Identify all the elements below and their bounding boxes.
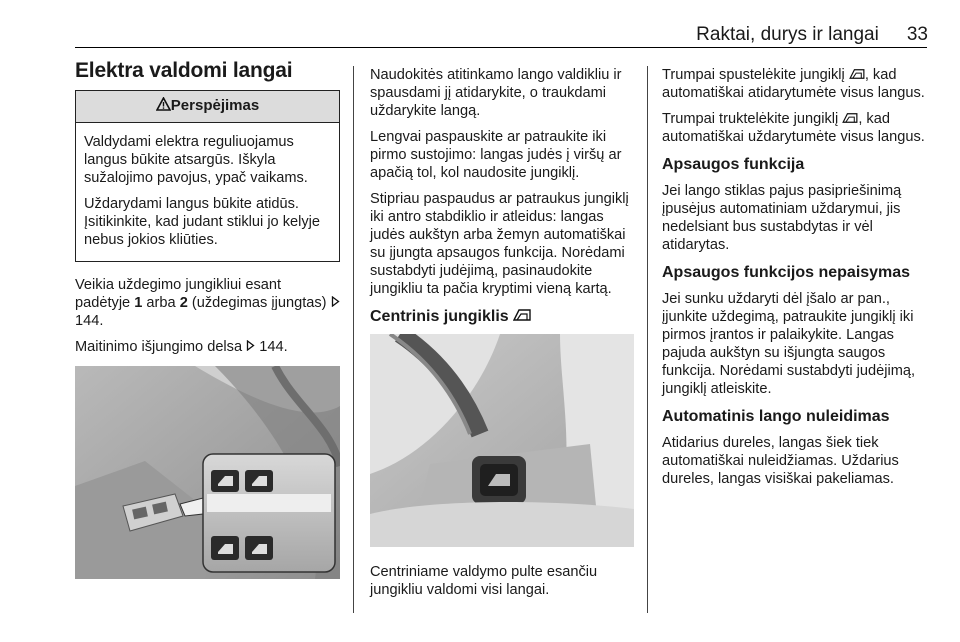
warning-triangle-icon [156, 97, 171, 111]
page-header [696, 24, 928, 46]
operation-paragraph: Naudokitės atitinkamo lango valdikliu ir spausdami jį atidarykite, o traukdami uždarykite langą. [370, 67, 622, 119]
protection-override-heading: Apsaugos funkcijos nepaisymas [662, 264, 911, 281]
page-number: 33 [906, 24, 928, 45]
warning-text-2: Uždarydami langus būkite atidūs. Įsitikinkite, kad judant stiklui jo kelyje nebus jokios kliūties. [84, 196, 321, 248]
warning-label: Perspėjimas [170, 97, 260, 114]
page-reference-link[interactable]: 144. [75, 313, 104, 329]
auto-lowering-heading: Automatinis lango nuleidimas [662, 408, 890, 425]
header-rule [75, 47, 927, 48]
page-reference-arrow-icon [331, 296, 340, 307]
protection-override-paragraph: Jei sunku uždaryti dėl įšalo ar pan., įjunkite uždegimą, patraukite jungiklį iki pirmos įrantos ir palaikykite. Langas pajuda aukštyn su išjungta saugos funkcija. Norėdami sustabdyti judėjimą, jungiklį atleiskite. [662, 291, 916, 397]
column-divider [647, 66, 648, 613]
auto-lowering-paragraph: Atidarius dureles, langas šiek tiek automatiškai nuleidžiamas. Uždarius dureles, langas visiškai pakeliamas. [662, 435, 899, 487]
protection-paragraph: Jei lango stiklas pajus pasipriešinimą įpusėjus automatiniam uždarymui, jis nedelsiant bus sustabdytas ir vėl atidarytas. [662, 183, 902, 253]
page-reference-arrow-icon [246, 340, 255, 351]
section-title: Raktai, durys ir langai [696, 24, 879, 45]
protection-heading: Apsaugos funkcija [662, 156, 805, 173]
central-switch-caption: Centriniame valdymo pulte esančiu jungikliu valdomi visi langai. [370, 564, 598, 598]
central-console-switch-illustration [370, 334, 634, 547]
column-1 [75, 59, 340, 579]
column-divider [353, 66, 354, 613]
page-reference-link[interactable]: 144. [259, 339, 288, 355]
warning-box [75, 90, 340, 262]
warning-header [76, 91, 339, 123]
second-stop-paragraph: Stipriau paspaudus ar patraukus jungiklį iki antro stabdiklio ir atleidus: langas judės aukštyn arba žemyn automatiškai su įjungta apsaugos funkcija. Norėdami sustabdyti judėjimą, pasinaudokite jungikliu ta pačia kryptimi vieną kartą. [370, 191, 629, 297]
auto-close-paragraph: Trumpai truktelėkite jungiklį , kad automatiškai uždarytumėte visus langus. [662, 111, 925, 145]
ignition-paragraph: Veikia uždegimo jungikliui esant padėtyje 1 arba 2 (uždegimas įjungtas) 144. [75, 276, 340, 330]
window-switch-icon [849, 68, 865, 80]
first-stop-paragraph: Lengvai paspauskite ar patraukite iki pirmo sustojimo: langas judės į viršų ar apačią tol, kol naudosite jungiklį. [370, 129, 622, 181]
auto-open-paragraph: Trumpai spustelėkite jungiklį , kad automatiškai atidarytumėte visus langus. [662, 67, 925, 101]
column-2 [370, 66, 634, 607]
warning-text-1: Valdydami elektra reguliuojamus langus būkite atsargūs. Iškyla sužalojimo pavojus, ypač vaikams. [84, 134, 308, 186]
door-window-switch-illustration [75, 366, 340, 579]
window-switch-icon [513, 308, 531, 322]
column-3 [662, 66, 928, 496]
page-title: Elektra valdomi langai [75, 59, 293, 82]
central-switch-heading: Centrinis jungiklis [370, 308, 634, 326]
window-switch-icon [842, 112, 858, 124]
power-off-delay-paragraph: Maitinimo išjungimo delsa 144. [75, 339, 288, 355]
